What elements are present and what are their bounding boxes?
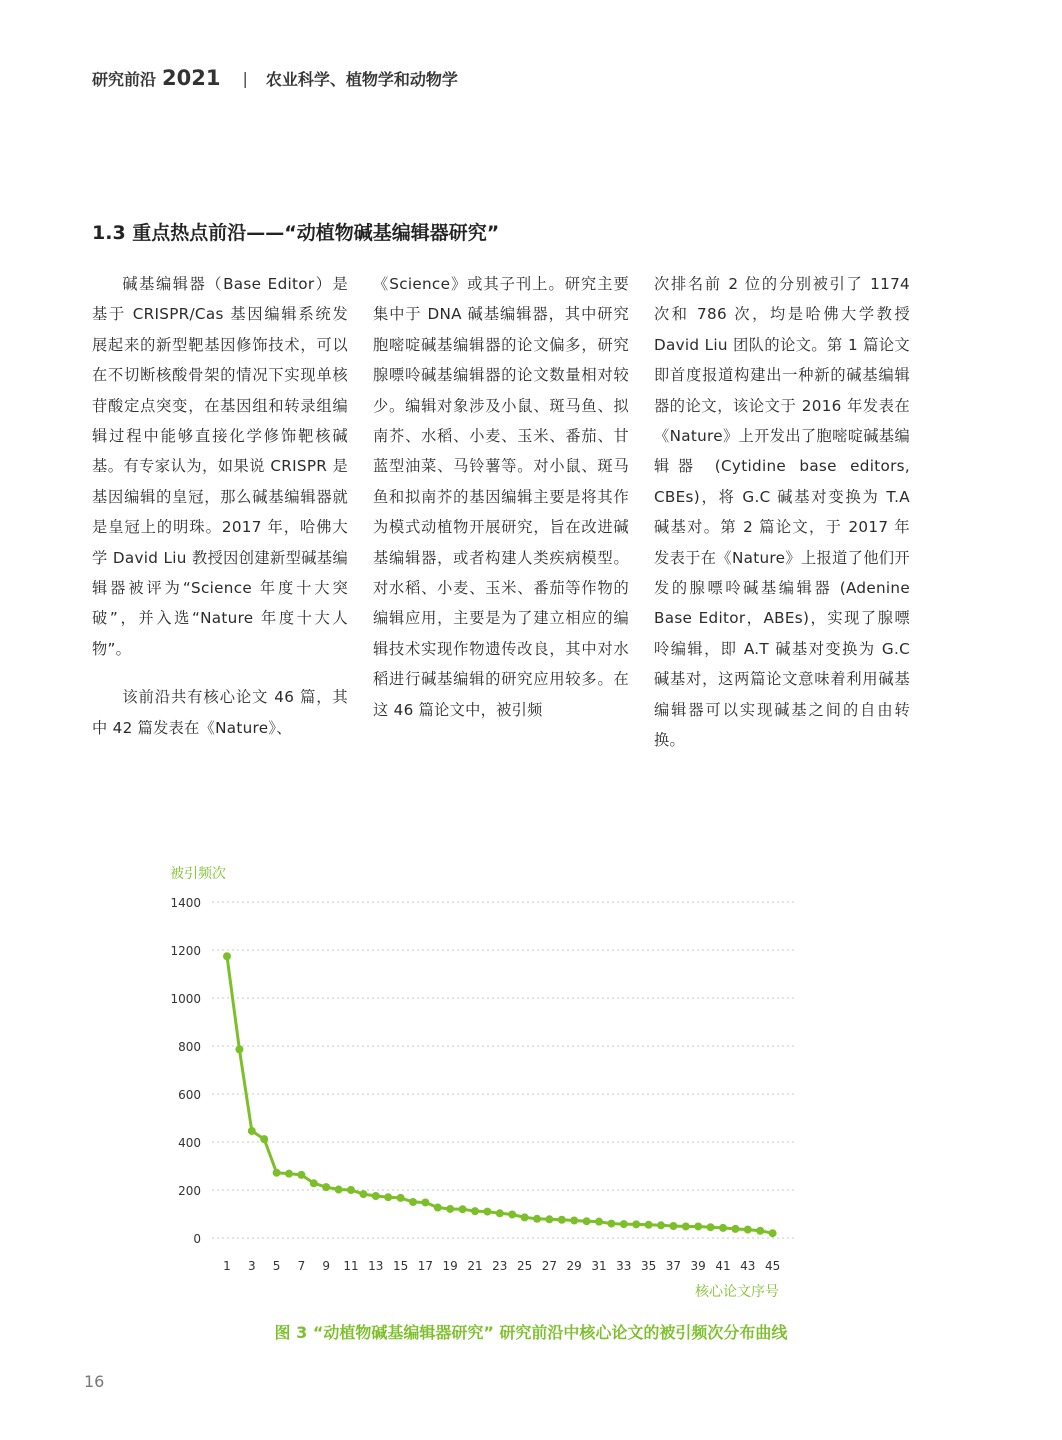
x-tick-label: 25	[516, 1259, 533, 1273]
y-axis-label: 被引频次	[170, 866, 226, 882]
x-tick-label: 27	[541, 1259, 558, 1273]
x-tick-label: 33	[616, 1259, 632, 1273]
x-axis-label: 核心论文序号	[695, 1284, 779, 1300]
data-point	[707, 1223, 715, 1231]
y-tick-label: 600	[178, 1088, 201, 1102]
data-point	[285, 1170, 293, 1178]
data-point	[620, 1220, 628, 1228]
text-column-1	[92, 269, 348, 743]
y-tick-label: 400	[178, 1136, 201, 1150]
figure-caption: 图 3 “动植物碱基编辑器研究” 研究前沿中核心论文的被引频次分布曲线	[274, 1323, 788, 1342]
paragraph: 该前沿共有核心论文 46 篇，其中 42 篇发表在《Nature》、	[92, 688, 348, 737]
data-point	[756, 1227, 764, 1235]
data-point	[372, 1192, 380, 1200]
data-point	[409, 1198, 417, 1206]
running-header	[92, 64, 458, 92]
x-tick-label: 1	[223, 1259, 231, 1273]
data-point	[607, 1220, 615, 1228]
data-point	[669, 1222, 677, 1230]
header-title: 研究前沿	[92, 69, 157, 89]
x-tick-label: 9	[322, 1259, 331, 1273]
x-tick-label: 35	[640, 1259, 657, 1273]
y-tick-label: 200	[178, 1184, 201, 1198]
data-point	[384, 1193, 392, 1201]
data-point	[657, 1221, 665, 1229]
header-year: 2021	[162, 66, 221, 90]
data-point	[508, 1210, 516, 1218]
data-point	[496, 1209, 504, 1217]
x-tick-label: 45	[764, 1259, 781, 1273]
data-point	[446, 1205, 454, 1213]
x-tick-label: 17	[417, 1259, 434, 1273]
x-tick-label: 23	[492, 1259, 508, 1273]
data-point	[235, 1045, 243, 1053]
data-point	[335, 1186, 343, 1194]
data-point	[359, 1190, 367, 1198]
data-point	[558, 1216, 566, 1224]
x-tick-label: 15	[392, 1259, 409, 1273]
y-tick-label: 1200	[170, 944, 201, 958]
header-separator: |	[242, 68, 248, 88]
y-tick-label: 1400	[170, 896, 201, 910]
data-point	[533, 1215, 541, 1223]
x-tick-label: 11	[343, 1259, 359, 1273]
data-point	[248, 1127, 256, 1135]
x-tick-label: 21	[467, 1259, 483, 1273]
x-tick-label: 43	[740, 1259, 756, 1273]
data-point	[322, 1183, 330, 1191]
paragraph: 碱基编辑器（Base Editor）是基于 CRISPR/Cas 基因编辑系统发展起来的新型靶基因修饰技术，可以在不切断核酸骨架的情况下实现单核苷酸定点突变，在基因组和转录组编辑过程中能够直接化学修饰靶核碱基。有专家认为，如果说 CRISPR 是基因编辑的皇冠，那么碱基编辑器就是皇冠上的明珠。2017 年，哈佛大学 David Liu 教授因创建新型碱基编辑器被评为“Science 年度十大突破”，并入选“Nature 年度十大人物”。	[92, 275, 348, 658]
paragraph: 次排名前 2 位的分别被引了 1174 次和 786 次，均是哈佛大学教授 David Liu 团队的论文。第 1 篇论文即首度报道构建出一种新的碱基编辑器的论文，该论文于 2016 年发表在《Nature》上开发出了胞嘧啶碱基编辑器 (Cytidine base editors, CBEs)，将 G.C 碱基对变换为 T.A 碱基对。第 2 篇论文，于 2017 年发表于在《Nature》上报道了他们开发的腺嘌呤碱基编辑器 (Adenine Base Editor，ABEs)，实现了腺嘌呤编辑，即 A.T 碱基对变换为 G.C 碱基对，这两篇论文意味着利用碱基编辑器可以实现碱基之间的自由转换。	[654, 275, 910, 750]
x-tick-label: 7	[297, 1259, 306, 1273]
data-point	[421, 1198, 429, 1206]
x-tick-label: 41	[715, 1259, 731, 1273]
paragraph: 《Science》或其子刊上。研究主要集中于 DNA 碱基编辑器，其中研究胞嘧啶碱基编辑器的论文偏多，研究腺嘌呤碱基编辑器的论文数量相对较少。编辑对象涉及小鼠、斑马鱼、拟南芥、水稻、小麦、玉米、番茄、甘蓝型油菜、马铃薯等。对小鼠、斑马鱼和拟南芥的基因编辑主要是将其作为模式动植物开展研究，旨在改进碱基编辑器，或者构建人类疾病模型。对水稻、小麦、玉米、番茄等作物的编辑应用，主要是为了建立相应的编辑技术实现作物遗传改良，其中对水稻进行碱基编辑的研究应用较多。在这 46 篇论文中，被引频	[373, 275, 629, 719]
x-tick-label: 5	[272, 1259, 281, 1273]
data-point	[744, 1226, 752, 1234]
page-number: 16	[84, 1372, 105, 1391]
data-point	[731, 1225, 739, 1233]
x-tick-label: 39	[690, 1259, 706, 1273]
data-point	[273, 1169, 281, 1177]
data-point	[694, 1222, 702, 1230]
data-point	[397, 1194, 405, 1202]
data-point	[682, 1222, 690, 1230]
data-point	[595, 1218, 603, 1226]
data-point	[347, 1186, 355, 1194]
x-tick-label: 3	[247, 1259, 256, 1273]
data-point	[434, 1204, 442, 1212]
data-point	[260, 1135, 268, 1143]
data-point	[459, 1205, 467, 1213]
x-tick-label: 19	[442, 1259, 458, 1273]
y-tick-label: 1000	[170, 992, 201, 1006]
x-tick-label: 31	[591, 1259, 607, 1273]
y-tick-label: 0	[193, 1232, 201, 1246]
data-point	[545, 1215, 553, 1223]
y-tick-label: 800	[178, 1040, 201, 1054]
data-point	[632, 1220, 640, 1228]
data-point	[583, 1217, 591, 1225]
data-point	[297, 1171, 305, 1179]
data-point	[769, 1229, 777, 1237]
data-point	[471, 1207, 479, 1215]
data-point	[521, 1213, 529, 1221]
header-subtitle: 农业科学、植物学和动物学	[265, 69, 458, 89]
x-tick-label: 37	[665, 1259, 682, 1273]
text-column-2	[373, 269, 629, 725]
data-point	[483, 1208, 491, 1216]
x-tick-label: 29	[566, 1259, 582, 1273]
text-column-3	[654, 269, 910, 756]
section-title: 1.3 重点热点前沿——“动植物碱基编辑器研究”	[92, 222, 500, 244]
data-point	[223, 952, 231, 960]
data-point	[310, 1179, 318, 1187]
data-point	[719, 1224, 727, 1232]
data-point	[645, 1221, 653, 1229]
citation-chart	[0, 850, 1062, 1320]
data-point	[570, 1216, 578, 1224]
x-tick-label: 13	[368, 1259, 384, 1273]
